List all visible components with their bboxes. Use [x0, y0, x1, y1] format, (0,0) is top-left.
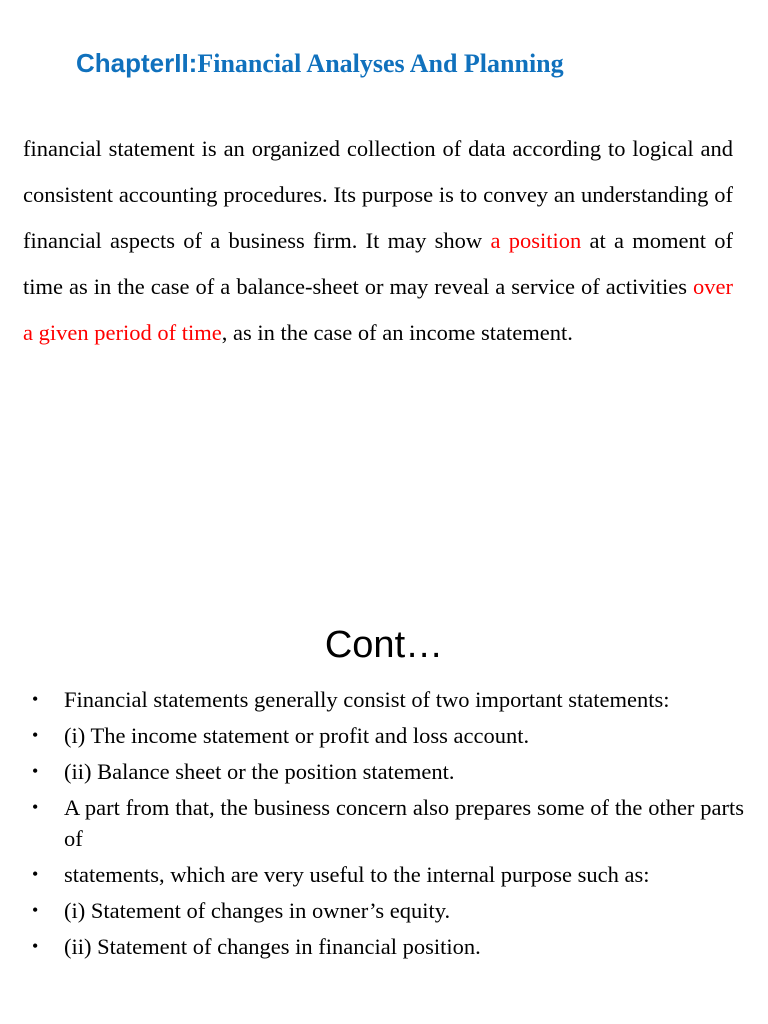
bullet-icon: •: [32, 864, 39, 884]
slide-2: [0, 512, 768, 1024]
bullet-icon: •: [32, 725, 39, 745]
paragraph-text-3: , as in the case of an income statement.: [221, 320, 573, 345]
bullet-text: statements, which are very useful to the internal purpose such as:: [64, 862, 650, 887]
bullet-icon: •: [32, 797, 39, 817]
bullet-text: (ii) Statement of changes in financial position.: [64, 934, 481, 959]
bullet-item: [0, 859, 768, 890]
bullet-text: Financial statements generally consist of two important statements:: [64, 687, 670, 712]
chapter-title: [76, 48, 564, 79]
highlight-period: over a given period of time: [23, 274, 733, 345]
bullet-icon: •: [32, 689, 39, 709]
bullet-item: [0, 895, 768, 926]
definition-paragraph: [23, 126, 733, 356]
bullet-list: [0, 684, 768, 967]
bullet-item: [0, 720, 768, 751]
paragraph-text-2: at a moment of time as in the case of a balance-sheet or may reveal a service of activities: [23, 228, 733, 299]
bullet-icon: •: [32, 761, 39, 781]
bullet-item: [0, 756, 768, 787]
bullet-text: (i) The income statement or profit and loss account.: [64, 723, 530, 748]
bullet-item: [0, 792, 768, 854]
bullet-item: [0, 684, 768, 715]
bullet-text: (ii) Balance sheet or the position statement.: [64, 759, 455, 784]
bullet-text: A part from that, the business concern also prepares some of the other parts of: [64, 795, 744, 851]
bullet-text: (i) Statement of changes in owner’s equity.: [64, 898, 451, 923]
chapter-title-main: Financial Analyses And Planning: [197, 49, 564, 78]
bullet-icon: •: [32, 936, 39, 956]
bullet-icon: •: [32, 900, 39, 920]
paragraph-text-1: financial statement is an organized collection of data according to logical and consistent accounting procedures. Its purpose is to convey an understanding of financial aspects of a business firm. It may show: [23, 136, 733, 253]
chapter-title-prefix: ChapterII:: [76, 48, 198, 78]
highlight-position: a position: [490, 228, 582, 253]
bullet-item: [0, 931, 768, 962]
cont-title: Cont…: [324, 624, 444, 666]
